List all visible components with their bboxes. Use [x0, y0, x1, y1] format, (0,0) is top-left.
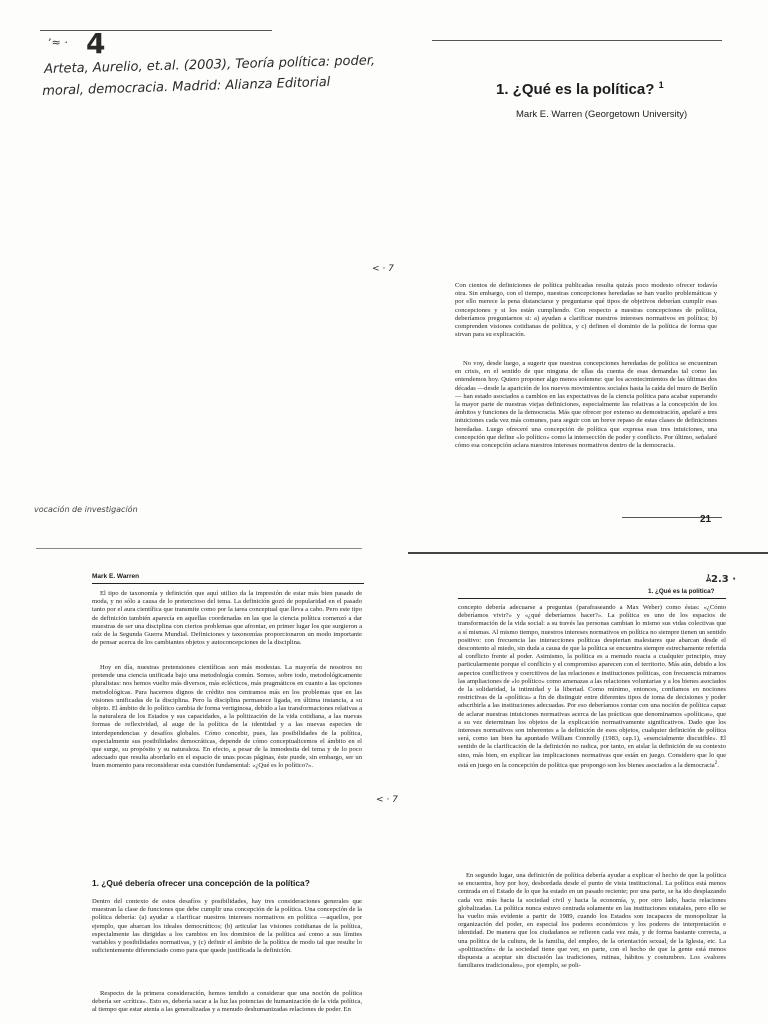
stray-mark-right: < · 7 — [376, 795, 398, 805]
chapter-footnote-ref: 1 — [658, 80, 664, 90]
handwritten-mark: ʼ≈ · — [48, 36, 68, 49]
section-heading: 1. ¿Qué debería ofrecer una concepción de la política? — [92, 878, 310, 888]
right-paragraph-1: concepto debería adecuarse a preguntas (parafraseando a Max Weber) como éstas: «¿Cómo deberíamos vivir?» y «¿qué deberíamos hacer?». La política es uno de los espacios de transformación de la vida social: a su través las personas cambian lo mismo sus vidas colectivas que a sí mismas. Al mismo tiempo, nuestros intereses normativos en política no siempre tienen un sentido positivo: con frecuencia las interacciones políticas despiertan malestares que abarcan desde el descontento al miedo, sin duda a causa de que la política se encuentra siempre estrechamente referida al conflicto frente al poder. Asimismo, la política es a menudo reacia a cualquier principio, muy particularmente porque el conflicto y el compromiso aparecen con el territorio. Más aún, debido a los aspectos conflictivos y coercitivos de las relaciones e instituciones políticas, con frecuencia miramos las ampliaciones de «lo político» como amenazas a las relaciones voluntarias y a los bienes asociados de la solidaridad, la intimidad y la libertad. Como mínimo, entonces, confiamos en nociones restrictivas de la «política» a fin de distinguir entre diferentes tipos de toma de decisiones y poder adscribirla a las instituciones adecuadas. Por eso deberíamos contar con una noción de política capaz de aclarar nuestras intuiciones normativas acerca de las prácticas que denominamos «políticas», que a su vez determinan los objetos de la explicación normativamente significativos. Dado que los intereses normativos son inherentes a la definición de esos objetos, cualquier definición de política será, como tan bien ha apuntado William Connolly (1983, cap.1), «esencialmente discutible». El sentido de la clarificación de la definición no radica, por tanto, en aislar la definición de su contexto sino, más bien, en explicar las implicaciones normativas que están en juego. Considero que lo que está en juego en la concepción de política que propongo son los bienes asociados a la democracia$^2$. — [458, 604, 726, 770]
handwritten-number: 4 — [86, 27, 106, 60]
running-head-rule-right — [458, 598, 726, 599]
page-number: 21 — [700, 514, 712, 525]
right-paragraph-2: En segundo lugar, una definición de política debería ayudar a explicar el hecho de que la política se encuentra, hoy por hoy, desbordada desde el punto de vista institucional. La política está menos centrada en el Estado de lo que ha estado en un pasado reciente; por una parte, se ha ido desplazando cada vez más hacia la sociedad civil y hacia la economía, y, por otro lado, hacia relaciones globalizadas. La política nunca estuvo centrada solamente en las instituciones estatales, pero ello se ha vuelto más evidente a partir de 1989, cuando los Estados son incapaces de monopolizar la organización del poder, en especial los poderes económicos y los poderes de interpretación e identidad. De manera que los ciudadanos se refieren cada vez más, y de forma bastante correcta, a una política de la cultura, de la familia, del empleo, de la orientación sexual, de la Iglesia, etc. La «politización» de la sociedad tiene que ver, en parte, con el hecho de que la gente está menos dispuesta a aceptar sin discusión las tradiciones, rutinas, hábitos y costumbres. Los «valores familiares tradicionales», por ejemplo, se poli- — [458, 872, 726, 970]
corner-handwritten-mark: ﾑ2.3 · — [706, 574, 736, 585]
right-footnote-ref: 2 — [714, 760, 718, 766]
right-paragraph-1-text: concepto debería adecuarse a preguntas (parafraseando a Max Weber) como éstas: «¿Cómo deberíamos vivir?» y «¿qué deberíamos hacer?». La política es uno de los espacios de transformación de la vida social: a su través las personas cambian lo mismo sus vidas colectivas que a sí mismas. Al mismo tiempo, nuestros intereses normativos en política no siempre tienen un sentido positivo: con frecuencia las interacciones políticas despiertan malestares que abarcan desde el descontento al miedo, sin duda a causa de que la política se encuentra siempre estrechamente referida al conflicto frente al poder. Asimismo, la política es a menudo reacia a cualquier principio, muy particularmente porque el conflicto y el compromiso aparecen con el territorio. Más aún, debido a los aspectos conflictivos y coercitivos de las relaciones e instituciones políticas, con frecuencia miramos las ampliaciones de «lo político» como amenazas a las relaciones voluntarias y a los bienes asociados de la solidaridad, la intimidad y la libertad. Como mínimo, entonces, confiamos en nociones restrictivas de la «política» a fin de distinguir entre diferentes tipos de toma de decisiones y poder adscribirla a las instituciones adecuadas. Por eso deberíamos contar con una noción de política capaz de aclarar nuestras intuiciones normativas acerca de las prácticas que denominamos «políticas», que a su vez determinan los objetos de la explicación normativamente significativos. Dado que los intereses normativos son inherentes a la definición de esos objetos, cualquier definición de política será, como tan bien ha apuntado William Connolly (1983, cap.1), «esencialmente discutible». El sentido de la clarificación de la definición no radica, por tanto, en aislar la definición de su contexto sino, más bien, en explicar las implicaciones normativas que están en juego. Considero que lo que está en juego en la concepción de política que propongo son los bienes asociados a la democracia — [458, 604, 726, 770]
running-head-right: 1. ¿Qué es la política? — [648, 588, 715, 595]
handwritten-margin-note: vocación de investigación — [34, 505, 138, 514]
author-line: Mark E. Warren (Georgetown University) — [516, 109, 688, 120]
left-paragraph-1: El tipo de taxonomía y definición que aquí utilizo da la impresión de estar más bien pasado de moda, y no sólo a causa de lo pretencioso del tema. La definición gozó de popularidad en el pasado tanto por el aura científica que transmite como por la tarea conceptual que lleva a cabo. Pero este tipo de definición también aparecía en aquellas coordenadas en las que la ciencia política comenzó a dar muestras de ser una disciplina con ciertos problemas que afrontar, en primer lugar los que surgieron a raíz de la Segunda Guerra Mundial. Definiciones y taxonomías proporcionaron un modo importante de pensar acerca de los cambiantes objetos y autoconcepciones de la disciplina. — [92, 590, 362, 647]
left-paragraph-2: Hoy en día, nuestras pretensiones científicas son más modestas. La mayoría de nosotros no pretende una ciencia unificada bajo una metodología común. Somos, sobre todo, metodológicamente pluralistas: nos hemos vuelto más diversos, más eclécticos, más pragmáticos en cuanto a las opciones metodológicas. Para hacernos dignos de crédito nos centramos más en los problemas que en las visiones unificadas de la disciplina. Pero la disciplina permanece ligada, en última instancia, a su objeto. El ámbito de lo político cambia de forma vertiginosa, debido a las transformaciones relativas a la naturaleza de los Estados y sus capacidades, a la politización de la vida cotidiana, a las nuevas formas de reflexividad, al auge de la política de la identidad y a las nuevas especies de interdependencias y desafíos globales. Cómo concebir, pues, las posibilidades de la política, especialmente sus posibilidades democráticas, depende de cómo conceptualicemos el ámbito en el que surge, su propósito y su naturaleza. En efecto, a pesar de la inmodestia del tema y de lo poco adecuado que resulta abordarlo en el espacio de unas pocas páginas, éste puede, sin embargo, ser un buen momento para reconsiderar esta cuestión fundamental: «¿Qué es lo político?». — [92, 664, 362, 770]
chapter-title-text: 1. ¿Qué es la política? — [496, 81, 655, 98]
chapter-title — [496, 80, 664, 98]
divider-rule-right — [408, 552, 768, 554]
left-paragraph-4: Respecto de la primera consideración, hemos tendido a considerar que una noción de política debería ser «crítica». Esto es, debería sacar a la luz las potencias de humanización de la vida política, al tiempo que estar atenta a las generalizadas y a menudo deshumanizadas relaciones de poder. En — [92, 990, 362, 1014]
top-rule-left — [40, 30, 272, 31]
page-divider — [0, 540, 768, 556]
running-head-left: Mark E. Warren — [92, 573, 140, 580]
handwritten-citation-line-1: Arteta, Aurelio, et.al. (2003), Teoría política: poder, — [44, 53, 376, 77]
top-rule-right — [432, 40, 722, 41]
intro-paragraph-2: No voy, desde luego, a sugerir que nuestras concepciones heredadas de política se encuentran en crisis, en el sentido de que ninguna de ellas da cuenta de esas demandas tal como las entendemos hoy. Quiero proponer algo menos solemne: que los acontecimientos de las últimas dos décadas —desde la aparición de los nuevos movimientos sociales hasta la caída del muro de Berlín— han estado asociados a cambios en las expectativas de la ciencia política para acabar superando la mayor parte de nuestras viejas definiciones, especialmente las relativas a la concepción de los ámbitos y funciones de la democracia. Más que ofrecer por extenso su demostración, apelaré a tres intuiciones cada vez más comunes, para seguir con un breve repaso de estas clases de definiciones heredadas. Luego ofreceré una concepción de política que expresa esas tres intuiciones, una concepción que define «lo político» como la intersección de poder y conflicto. Por último, señalaré cómo esa concepción aclara nuestros intereses normativos dentro de la democracia. — [455, 360, 717, 450]
stray-mark: < · 7 — [372, 264, 394, 274]
intro-paragraph-1: Con cientos de definiciones de política publicadas resulta quizás poco modesto ofrecer todavía otra. Sin embargo, con el tiempo, nuestras concepciones heredadas se han vuelto problemáticas y por ello merece la pena distanciarse y preguntarse qué tipos de objetivos deberían cumplir esas concepciones y si los están cumpliendo. Con respecto a nuestras concepciones de política, deberíamos preguntarnos si: a) ayudan a clarificar nuestros intereses normativos en política; b) comprenden visiones cotidianas de política, y c) definen el dominio de la política de forma que sirvan para su explicación. — [455, 282, 717, 339]
running-head-rule-left — [92, 583, 364, 584]
handwritten-citation-line-2: moral, democracia. Madrid: Alianza Editorial — [42, 74, 331, 99]
divider-rule-left — [36, 548, 362, 549]
left-paragraph-3: Dentro del contexto de estos desafíos y posibilidades, hay tres consideraciones generales que muestran la clase de funciones que debe cumplir una concepción de la política. Una concepción de la política debería: (a) ayudar a clarificar nuestros intereses normativos en política —aquellos, por ejemplo, que abarcan los ideales democráticos; (b) articular las visiones cotidianas de la política, especialmente las dirigidas a los cambios en los dominios de la política así como a sus límites variables y posibilidades normativas, y (c) definir el ámbito de la política de modo tal que resulte lo suficientemente diferenciado como para que quede justificada la definición. — [92, 898, 362, 955]
